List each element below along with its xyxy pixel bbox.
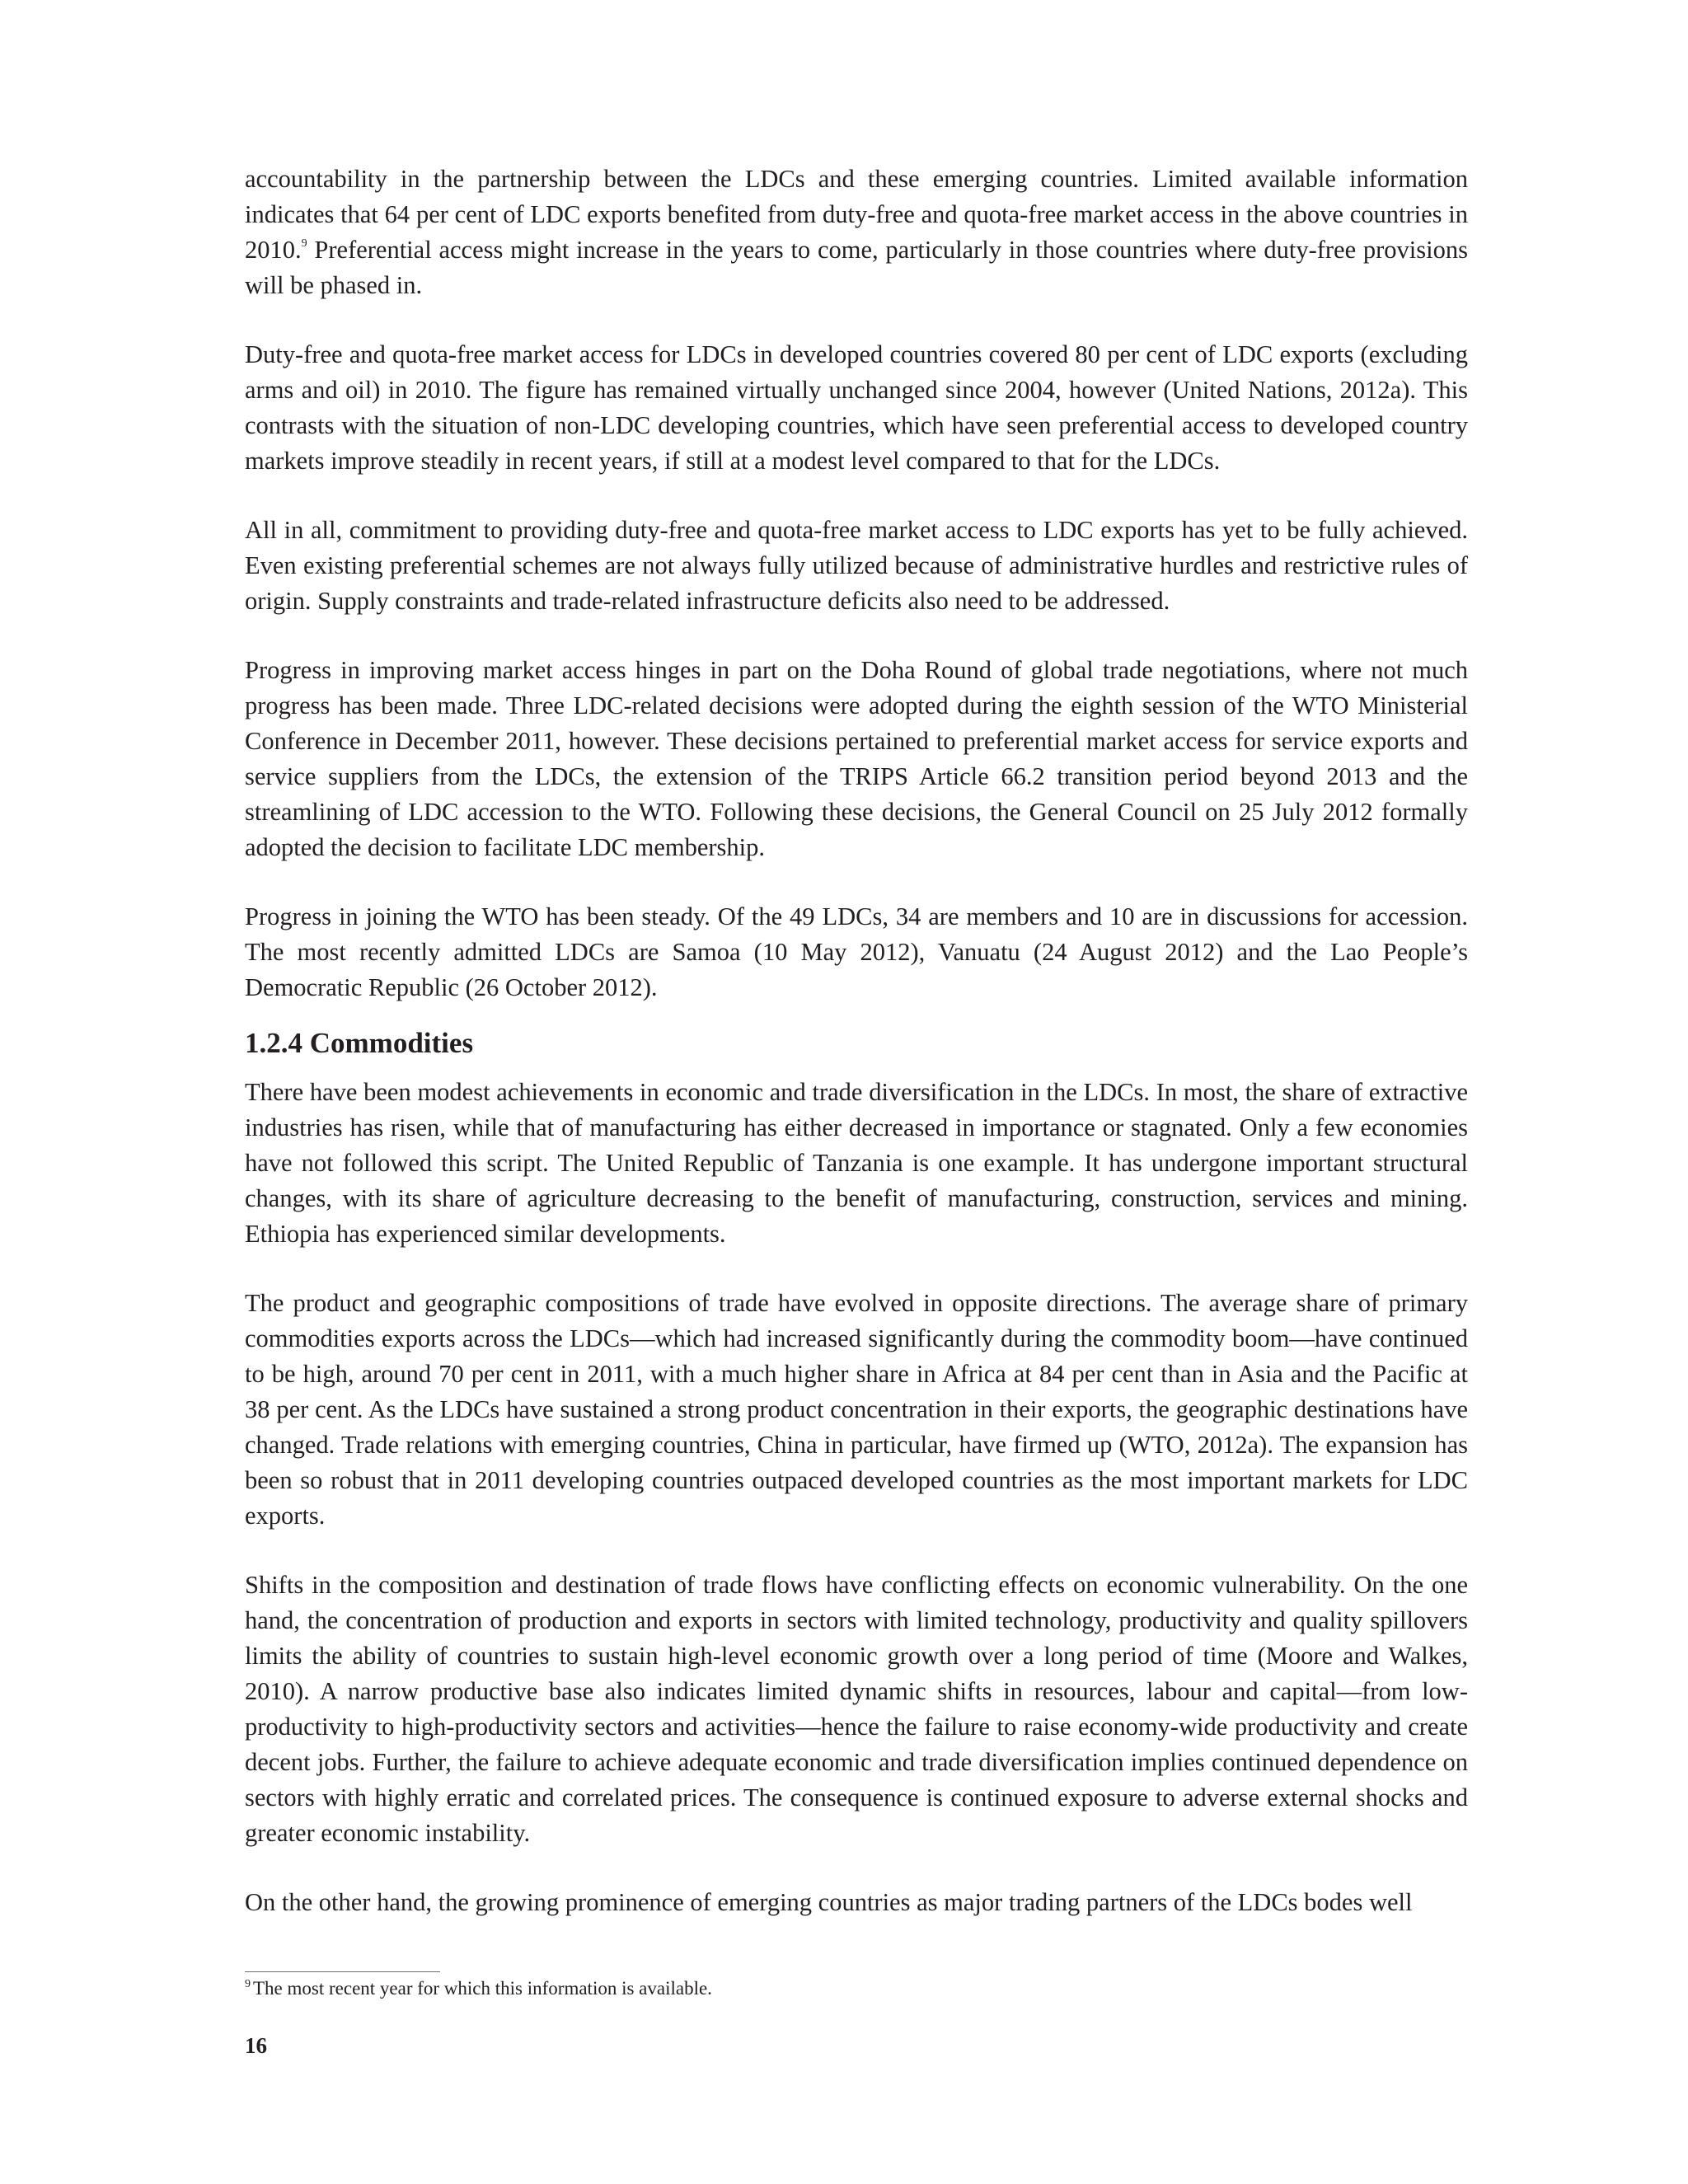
footnote-text: The most recent year for which this information is available. xyxy=(253,1978,712,1999)
paragraph-diversification: There have been modest achievements in economic and trade diversification in the LDCs. In most, the share of extractive industries has risen, while that of manufacturing has either decreased in importance or stagnated. Only a few economies have not followed this script. The United Republic of Tanzania is one example. It has undergone important structural changes, with its share of agriculture decreasing to the benefit of manufacturing, construction, services and mining. Ethiopia has experienced similar developments. xyxy=(245,1078,1468,1248)
paragraph-commitment: All in all, commitment to providing duty-free and quota-free market access to LDC exports has yet to be fully achieved. Even existing preferential schemes are not always fully utilized because of administrative hurdles and restrictive rules of origin. Supply constraints and trade-related infrastructure deficits also need to be addressed. xyxy=(245,516,1468,615)
footnote-mark: 9 xyxy=(245,1978,251,1990)
page-body xyxy=(245,162,1468,1954)
section-heading-commodities: 1.2.4 Commodities xyxy=(245,1027,474,1059)
paragraph-market-access-emerging xyxy=(245,162,1468,303)
paragraph-trade-composition: The product and geographic compositions of trade have evolved in opposite directions. The average share of primary commodities exports across the LDCs—which had increased significantly during the commodity boom—have continued to be high, around 70 per cent in 2011, with a much higher share in Africa at 84 per cent than in Asia and the Pacific at 38 per cent. As the LDCs have sustained a strong product concentration in their exports, the geographic destinations have changed. Trade relations with emerging countries, China in particular, have firmed up (WTO, 2012a). The expansion has been so robust that in 2011 developing countries outpaced developed countries as the most important markets for LDC exports. xyxy=(245,1289,1468,1530)
paragraph-text: accountability in the partnership between the LDCs and these emerging countries. Limited available information indicates that 64 per cent of LDC exports benefited from duty-free and quota-free market access in the above countries in 2010. xyxy=(245,165,1468,264)
paragraph-text-continued: Preferential access might increase in the years to come, particularly in those countries where duty-free provisions will be phased in. xyxy=(245,236,1468,299)
page-number: 16 xyxy=(245,2033,267,2058)
paragraph-economic-vulnerability: Shifts in the composition and destination of trade flows have conflicting effects on economic vulnerability. On the one hand, the concentration of production and exports in sectors with limited technology, productivity and quality spillovers limits the ability of countries to sustain high-level economic growth over a long period of time (Moore and Walkes, 2010). A narrow productive base also indicates limited dynamic shifts in resources, labour and capital—from low-productivity to high-productivity sectors and activities—hence the failure to raise economy-wide productivity and create decent jobs. Further, the failure to achieve adequate economic and trade diversification implies continued dependence on sectors with highly erratic and correlated prices. The consequence is continued exposure to adverse external shocks and greater economic instability. xyxy=(245,1571,1468,1847)
footnote-divider xyxy=(245,1971,440,1972)
paragraph-developed-countries-access: Duty-free and quota-free market access for LDCs in developed countries covered 80 per cent of LDC exports (excluding arms and oil) in 2010. The figure has remained virtually unchanged since 2004, however (United Nations, 2012a). This contrasts with the situation of non-LDC developing countries, which have seen preferential access to developed country markets improve steadily in recent years, if still at a modest level compared to that for the LDCs. xyxy=(245,340,1468,475)
footnote xyxy=(245,1976,712,2001)
footnote-reference[interactable]: 9 xyxy=(301,237,307,250)
paragraph-emerging-partners: On the other hand, the growing prominence of emerging countries as major trading partners of the LDCs bodes well xyxy=(245,1888,1413,1916)
paragraph-wto-membership: Progress in joining the WTO has been steady. Of the 49 LDCs, 34 are members and 10 are in discussions for accession. The most recently admitted LDCs are Samoa (10 May 2012), Vanuatu (24 August 2012) and the Lao People’s Democratic Republic (26 October 2012). xyxy=(245,902,1468,1001)
paragraph-doha-round: Progress in improving market access hinges in part on the Doha Round of global trade negotiations, where not much progress has been made. Three LDC-related decisions were adopted during the eighth session of the WTO Ministerial Conference in December 2011, however. These decisions pertained to preferential market access for service exports and service suppliers from the LDCs, the extension of the TRIPS Article 66.2 transition period beyond 2013 and the streamlining of LDC accession to the WTO. Following these decisions, the General Council on 25 July 2012 formally adopted the decision to facilitate LDC membership. xyxy=(245,656,1468,861)
